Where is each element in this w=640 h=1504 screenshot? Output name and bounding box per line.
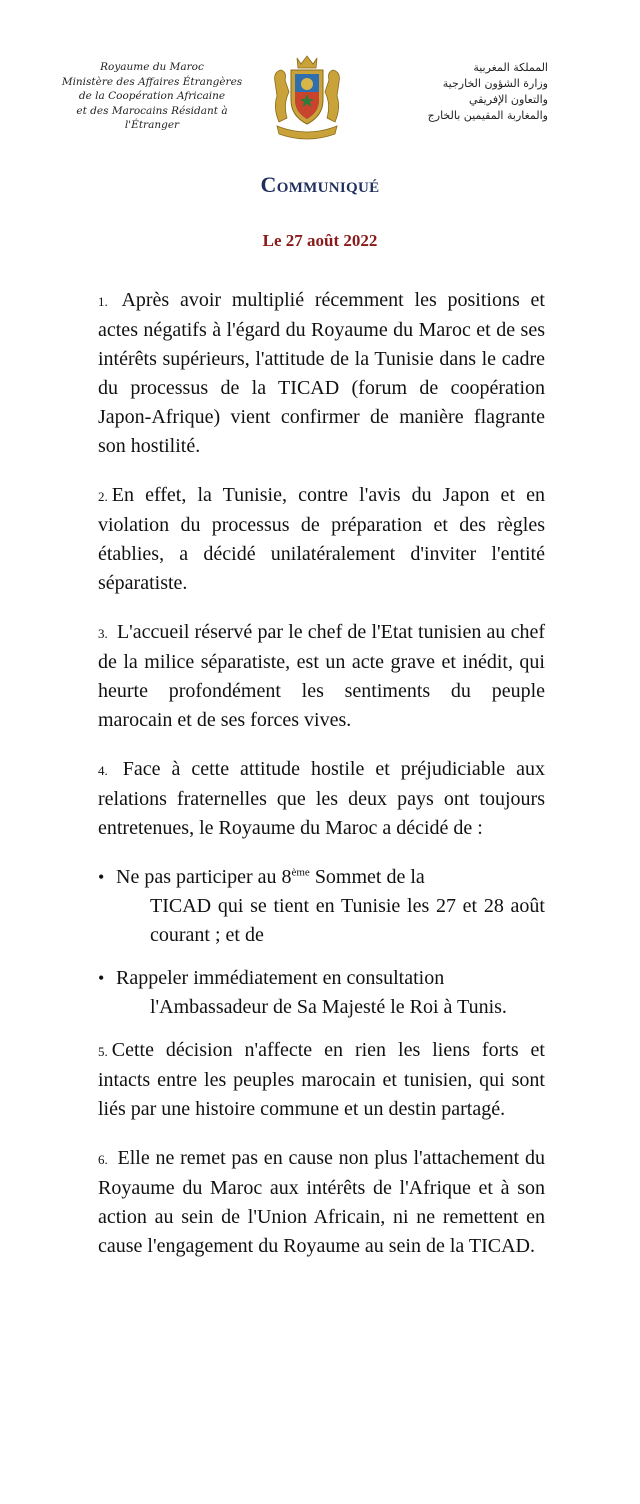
bullet-item bbox=[98, 964, 545, 1022]
moroccan-coat-of-arms-icon bbox=[269, 52, 345, 144]
bullet-icon: • bbox=[98, 867, 105, 887]
communique-body bbox=[98, 286, 545, 1281]
paragraph-text: Cette décision n'affecte en rien les liens forts et intacts entre les peuples marocain et tunisien, qui sont liés par une histoire commune et un destin partagé. bbox=[98, 1039, 545, 1120]
paragraph-text: Après avoir multiplié récemment les positions et actes négatifs à l'égard du Royaume du Maroc et de ses intérêts supérieurs, l'attitude de la Tunisie dans le cadre du processus de la TICAD (forum de coopération Japon-Afrique) vient confirmer de manière flagrante son hostilité. bbox=[98, 289, 545, 457]
paragraph bbox=[98, 481, 545, 598]
letterhead-ar-line: المملكة المغربية bbox=[473, 61, 548, 74]
letterhead-french bbox=[52, 60, 252, 133]
paragraph-number: 3. bbox=[98, 626, 108, 641]
document-date: Le 27 août 2022 bbox=[262, 231, 378, 250]
bullet-rest: l'Ambassadeur de Sa Majesté le Roi à Tunis. bbox=[150, 996, 507, 1018]
bullet-rest: TICAD qui se tient en Tunisie les 27 et 28 août courant ; et de bbox=[150, 895, 545, 946]
document-title: Communiqué bbox=[260, 172, 380, 197]
letterhead-fr-line: Royaume du Maroc bbox=[100, 61, 204, 73]
paragraph bbox=[98, 1036, 545, 1124]
paragraph-number: 4. bbox=[98, 763, 108, 778]
bullet-lead-cont: Sommet de la bbox=[309, 866, 425, 888]
paragraph-number: 5. bbox=[98, 1044, 108, 1059]
letterhead-ar-line: وزارة الشؤون الخارجية bbox=[442, 77, 548, 90]
letterhead-arabic bbox=[378, 60, 548, 124]
letterhead-fr-line: Ministère des Affaires Étrangères bbox=[61, 75, 243, 88]
letterhead-ar-line: والتعاون الإفريقي bbox=[468, 93, 548, 106]
bullet-item bbox=[98, 863, 545, 950]
paragraph bbox=[98, 755, 545, 843]
letterhead-fr-line: et des Marocains Résidant à l'Étranger bbox=[76, 104, 228, 131]
letterhead-ar-line: والمغاربة المقيمين بالخارج bbox=[427, 109, 548, 122]
paragraph-text: L'accueil réservé par le chef de l'Etat tunisien au chef de la milice séparatiste, est un acte grave et inédit, qui heurte profondément les sentiments du peuple marocain et de ses forces vives. bbox=[98, 621, 545, 731]
paragraph-text: En effet, la Tunisie, contre l'avis du Japon et en violation du processus de préparation et des règles établies, a décidé unilatéralement d'inviter l'entité séparatiste. bbox=[98, 484, 545, 594]
paragraph-number: 2. bbox=[98, 489, 108, 504]
letterhead bbox=[0, 52, 640, 152]
paragraph-text: Elle ne remet pas en cause non plus l'attachement du Royaume du Maroc aux intérêts de l'Afrique et à son action au sein de l'Union Africain, ni ne remettent en cause l'engagement du Royaume au sein de la TICAD. bbox=[98, 1147, 545, 1257]
paragraph-number: 1. bbox=[98, 294, 108, 309]
paragraph-text: Face à cette attitude hostile et préjudiciable aux relations fraternelles que les deux pays ont toujours entretenues, le Royaume du Maroc a décidé de : bbox=[98, 758, 546, 839]
bullet-superscript: ème bbox=[291, 866, 310, 879]
paragraph bbox=[98, 286, 545, 461]
letterhead-fr-line: de la Coopération Africaine bbox=[78, 90, 226, 102]
paragraph bbox=[98, 618, 545, 735]
paragraph bbox=[98, 1144, 545, 1261]
paragraph-number: 6. bbox=[98, 1152, 108, 1167]
bullet-lead: Rappeler immédiatement en consultation bbox=[116, 967, 445, 989]
bullet-icon: • bbox=[98, 968, 105, 988]
bullet-lead: Ne pas participer au 8 bbox=[116, 866, 292, 888]
